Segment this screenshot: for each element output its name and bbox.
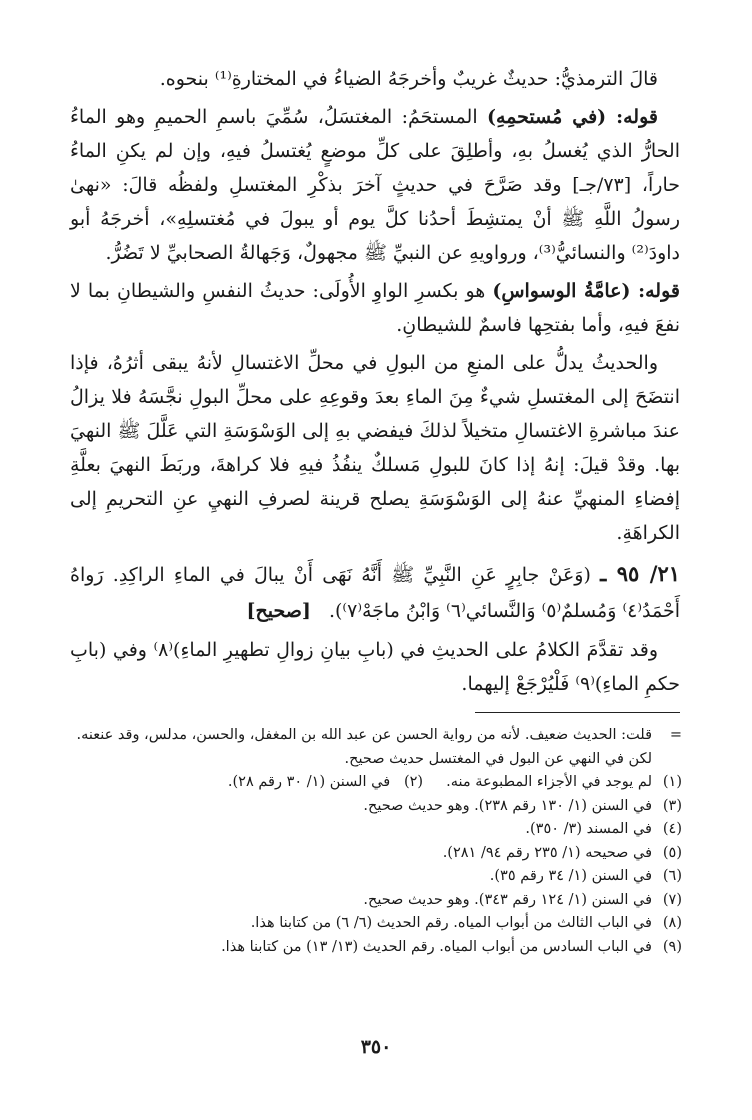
- footnote-mark: (٧): [662, 891, 682, 908]
- footnote-text: في السنن (١/ ١٢٤ رقم ٣٤٣). وهو حديث صحيح.: [363, 891, 652, 908]
- footnote-mark: (٨): [662, 915, 682, 931]
- footnote-text: في صحيحه (١/ ٢٣٥ رقم ٩٤/ ٢٨١).: [442, 844, 652, 861]
- paragraph-commentary: [70, 346, 680, 550]
- page-number: ٣٥٠: [360, 1036, 392, 1058]
- paragraph-text: المستحَمُ: المغتسَلُ، سُمِّيَ باسمِ الحميمِ وهو الماءُ الحارُّ الذي يُغسلُ بهِ، وأطلِقَ على كلِّ موضعٍ يُغتسلُ فيهِ، وإن لم يكنِ الماءُ حاراً، [٧٣/جـ] وقد صَرَّحَ في حديثٍ آخرَ بذكْرِ المغتسلِ ولفظُه قالَ: «نهىٰ رسولُ اللَّهِ ﷺ أنْ يمتشِطَ أحدُنا كلَّ يوم أو يبولَ في مُغتسلِهِ»، أخرجَهُ أبو داودَ⁽²⁾ والنسائيُّ⁽³⁾، ورواويهِ عن النبيِّ ﷺ مجهولٌ، وَجَهالةُ الصحابيِّ لا تَضُرُّ.: [70, 106, 680, 264]
- paragraph-text: وقد تقدَّمَ الكلامُ على الحديثِ في (بابِ بيانِ زوالِ تطهيرِ الماءِ)⁽٨⁾ وفي (بابِ حكمِ الماءِ)⁽٩⁾ فَلْيُرْجَعْ إليهما.: [70, 639, 680, 695]
- footnote-text: لم يوجد في الأجزاء المطبوعة منه. (٢) في السنن (١/ ٣٠ رقم ٢٨).: [227, 774, 652, 790]
- footnote-text: في السنن (١/ ٣٤ رقم ٣٥).: [489, 868, 652, 884]
- footnote-item: [70, 795, 682, 819]
- footnote-mark: (٦): [662, 868, 682, 884]
- paragraph-reference: [70, 633, 680, 701]
- footnote-item: [70, 936, 682, 960]
- footnote-item: [70, 818, 682, 842]
- footnote-continuation: [70, 724, 682, 748]
- footnote-text: في الباب الثالث من أبواب المياه. رقم الحديث (٦/ ٦) من كتابنا هذا.: [250, 915, 652, 931]
- footnote-item: [70, 865, 682, 889]
- footnote-item: [70, 912, 682, 936]
- footnote-text: في المسند (٣/ ٣٥٠).: [525, 821, 652, 837]
- footnote-mark: (٩): [662, 938, 682, 955]
- footnote-text: في السنن (١/ ١٣٠ رقم ٢٣٨). وهو حديث صحيح.: [363, 797, 652, 814]
- term-heading: قوله: (عامَّةُ الوسواسِ): [492, 280, 680, 302]
- footnote-item: [70, 771, 682, 795]
- main-text: [70, 62, 680, 705]
- paragraph-mustahamm: [70, 100, 680, 270]
- footnote-item: [70, 842, 682, 866]
- footnote-text: في الباب السادس من أبواب المياه. رقم الحديث (١٣/ ١٣) من كتابنا هذا.: [221, 938, 652, 955]
- paragraph-text: والحديثُ يدلُّ على المنعِ من البولِ في محلِّ الاغتسالِ لأنهُ يبقى أثرُهُ، فإذا انتضَحَ إلى المغتسلِ شيءٌ مِنَ الماءِ بعدَ وقوعِهِ على محلِّ البولِ نجَّسَهُ فلا يزالُ عندَ مباشرةِ الاغتسالِ متخيلاً لذلكَ فيفضي بهِ إلى الوَسْوَسَةِ التي عَلَّلَ ﷺ النهيَ بها. وقدْ قيلَ: إنهُ إذا كانَ للبولِ مَسلكٌ ينفُذُ فيهِ فلا كراهةَ، وربَطَ النهيَ بعلَّةِ إفضاءِ المنهيِّ عنهُ إلى الوَسْوَسَةِ يصلح قرينة لصرفِ النهيِ عنِ التحريمِ إلى الكراهَةِ.: [70, 352, 680, 544]
- term-heading: قوله: (في مُستحمِهِ): [487, 106, 658, 128]
- footnote-mark: (١): [662, 774, 682, 790]
- hadith-grade: [صحيح]: [246, 600, 311, 622]
- footnote-separator: [475, 712, 680, 713]
- paragraph-text: قالَ الترمذيُّ: حديثٌ غريبٌ وأخرجَهُ الضياءُ في المختارةِ⁽¹⁾ بنحوه.: [159, 68, 658, 90]
- footnote-item: [70, 889, 682, 913]
- footnote-mark: (٣): [662, 797, 682, 814]
- footnotes: [70, 724, 682, 959]
- footnote-mark: =: [669, 727, 682, 743]
- footnote-text: قلت: الحديث ضعيف. لأنه من رواية الحسن عن عبد الله بن المغفل، والحسن، مدلس، وقد عنعنه.: [76, 727, 652, 743]
- hadith-number: ٢١/ ٩٥ ـ: [600, 561, 681, 586]
- paragraph-waswas: [70, 274, 680, 342]
- footnote-mark: (٤): [662, 821, 682, 837]
- hadith-block: [70, 556, 680, 629]
- paragraph-tirmidhi: [70, 62, 680, 96]
- footnote-continuation-2: [70, 748, 682, 772]
- paragraph-text: هو بكسرِ الواوِ الأُولَى: حديثُ النفسِ والشيطانِ بما لا نفعَ فيهِ، وأما بفتحِها فاسمٌ للشيطانِ.: [70, 280, 680, 336]
- footnote-mark: (٥): [662, 844, 682, 861]
- hadith-text: (وَعَنْ جابِرٍ عَنِ النَّبِيِّ ﷺ أَنَّهُ نَهَى أَنْ يبالَ في الماءِ الراكِدِ. رَواهُ أَحْمَدُ⁽٤⁾ وَمُسلمٌ⁽٥⁾ وَالنَّسائي⁽٦⁾ وَابْنُ ماجَهْ⁽٧⁾).: [70, 564, 680, 622]
- footnote-text: لكن في النهي عن البول في المغتسل حديث صحيح.: [344, 750, 652, 767]
